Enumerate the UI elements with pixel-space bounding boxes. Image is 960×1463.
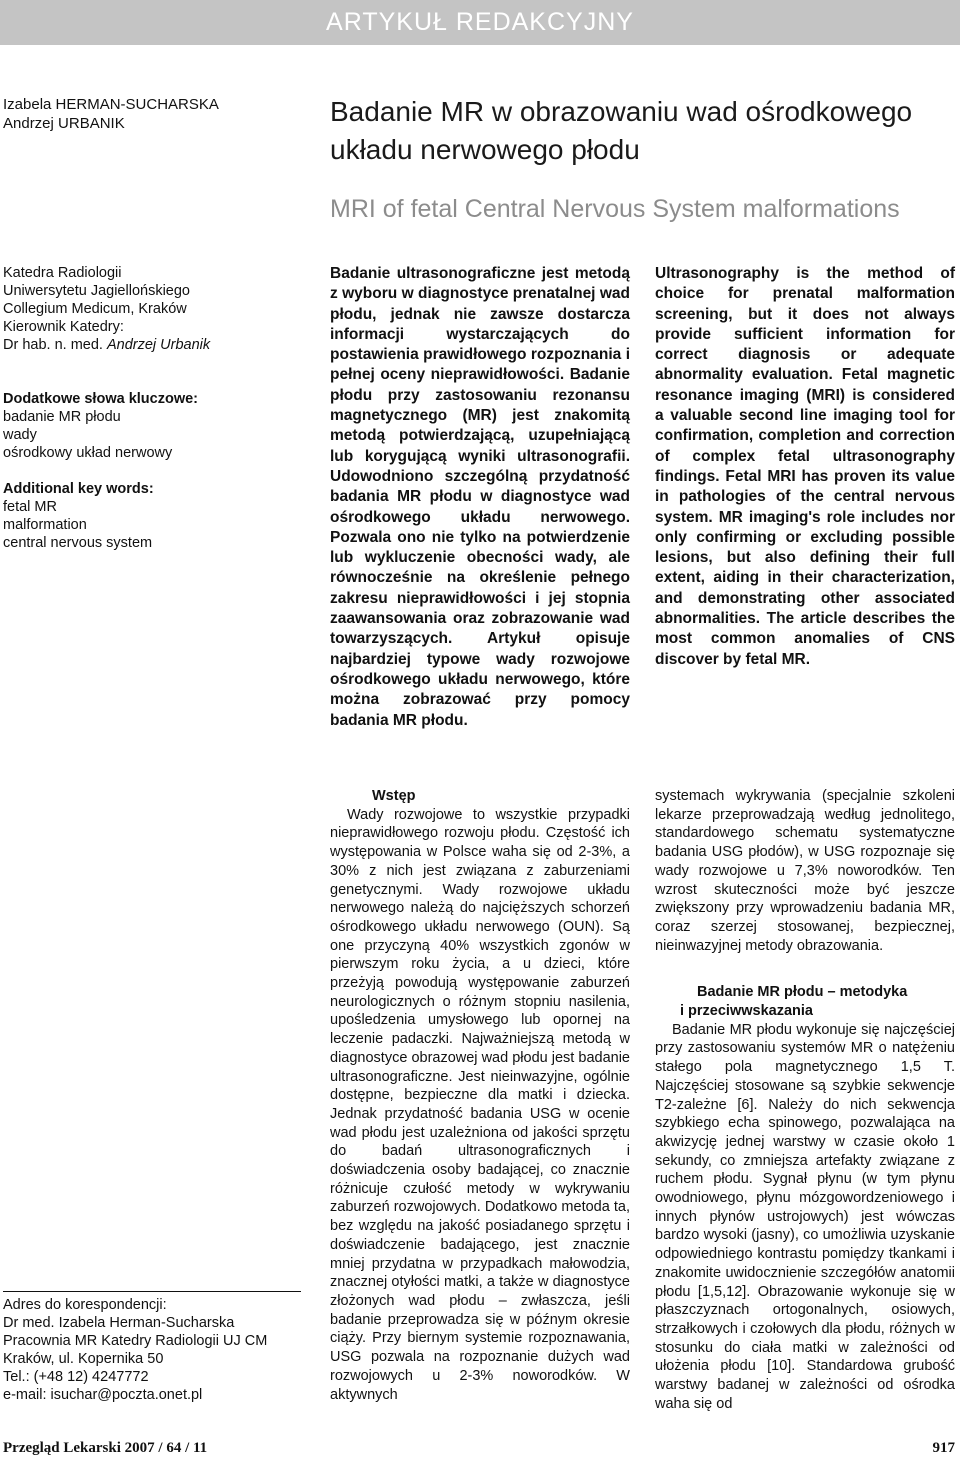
correspondence-line: Pracownia MR Katedry Radiologii UJ CM xyxy=(3,1333,268,1349)
article-title-line: układu nerwowego płodu xyxy=(330,134,640,165)
correspondence-email: e-mail: isuchar@poczta.onet.pl xyxy=(3,1387,203,1403)
affiliation-line: Uniwersytetu Jagiellońskiego xyxy=(3,283,190,299)
abstract-polish: Badanie ultrasonograficzne jest metodą z wyboru w diagnostyce prenatalnej wad płodu, jednak nie zawsze dostarcza informacji wystarczających do postawienia prawidłowego rozpoznania i pełnej oceny nieprawidłowości. Badanie płodu przy zastosowaniu rezonansu magnetycznego (MR) jest znakomitą metodą potwierdzającą, uzupełniającą lub korygującą wyniki ultrasonografii. Udowodniono szczególną przydatność badania MR płodu w diagnostyce wad ośrodkowego układu nerwowego. Pozwala ono nie tylko na potwierdzenie lub wykluczenie obecności wady, ale równocześnie na określenie pełnego zakresu nieprawidłowości i jej stopnia zaawansowania oraz zobrazowanie wad towarzyszących. Artykuł opisuje najbardziej typowe wady rozwojowe ośrodkowego układu nerwowego, które można zobrazować przy pomocy badania MR płodu. xyxy=(330,265,630,729)
affiliation-degree: Dr hab. n. med. xyxy=(3,337,107,353)
section-heading: Badanie MR płodu – metodyka i przeciwwskazania xyxy=(680,984,908,1020)
abstract-english: Ultrasonography is the method of choice for prenatal malformation screening, but it does not always provide sufficient information for correct diagnosis or adequate abnormality evaluation. Fetal magnetic resonance imaging (MRI) is considered a valuable second line imaging tool for confirmation, completion and correction of complex fetal ultrasonography findings. Fetal MRI has proven its value in pathologies of the central nervous system. MR imaging's role includes nor only confirming or excluding possible lesions, but also defining their full extent, aiding in their characterization, and demonstrating other associated abnormalities. The article describes the most common anomalies of CNS discover by fetal MR. xyxy=(655,265,955,668)
keyword: central nervous system xyxy=(3,535,153,551)
article-title xyxy=(330,93,912,169)
affiliation-line: Katedra Radiologii xyxy=(3,265,122,281)
body-paragraph: Badanie MR płodu wykonuje się najczęściej przy zastosowaniu systemów MR o natężeniu stałego pola magnetycznego 1,5 T. Najczęściej stosowane są szybkie sekwencje T2-zależne [6]. Należy do nich sekwencja szybkiego echa spinowego, pozwalająca na akwizycję jednej warstwy w czasie około 1 sekundy, co zmniejsza artefakty związane z ruchem płodu. Sygnał płynu (w tym płynu owodniowego, płynu mózgowordzeniowego i innych płynów ustrojowych) jest wówczas bardzo wysoki (jasny), co umożliwia uzyskanie odpowiedniego kontrastu pomiędzy tkankami i znakomite uwidocznienie szczegółów anatomii płodu [1,5,12]. Obrazowanie wykonuje się w płaszczyznach ortogonalnych, osiowych, strzałkowych i czołowych dla płodu, różnych w stosunku do ciała matki w zależności od ułożenia płodu [10]. Standardowa grubość warstwy badanej w zależności od ośrodka waha się od xyxy=(655,1021,955,1412)
body-column-left xyxy=(330,787,630,1404)
affiliation-line: Collegium Medicum, Kraków xyxy=(3,301,187,317)
correspondence-line: Adres do korespondencji: xyxy=(3,1297,167,1313)
section-heading: Wstęp xyxy=(372,788,416,804)
article-title-english: MRI of fetal Central Nervous System malformations xyxy=(330,195,900,223)
keyword: wady xyxy=(3,427,37,443)
article-title-line: Badanie MR w obrazowaniu wad ośrodkowego xyxy=(330,96,913,127)
correspondence-line: Dr med. Izabela Herman-Sucharska xyxy=(3,1315,235,1331)
keywords-polish xyxy=(3,390,303,462)
section-label: ARTYKUŁ REDAKCYJNY xyxy=(326,8,634,36)
correspondence-line: Tel.: (+48 12) 4247772 xyxy=(3,1369,149,1385)
author-list xyxy=(3,95,219,133)
affiliation xyxy=(3,264,303,354)
header-banner xyxy=(0,0,960,45)
affiliation-line xyxy=(3,336,303,354)
correspondence-address xyxy=(3,1291,301,1404)
keywords-heading: Dodatkowe słowa kluczowe: xyxy=(3,391,198,407)
head-of-department-name: Andrzej Urbanik xyxy=(106,337,211,353)
author-name: Andrzej URBANIK xyxy=(3,115,125,132)
keywords-english xyxy=(3,480,303,552)
keyword: ośrodkowy układ nerwowy xyxy=(3,445,173,461)
page-number: 917 xyxy=(932,1440,955,1456)
keyword: badanie MR płodu xyxy=(3,409,121,425)
keywords-heading: Additional key words: xyxy=(3,481,154,497)
journal-citation: Przegląd Lekarski 2007 / 64 / 11 xyxy=(3,1440,208,1456)
body-column-right xyxy=(655,787,955,1414)
correspondence-line: Kraków, ul. Kopernika 50 xyxy=(3,1351,164,1367)
body-paragraph: Wady rozwojowe to wszystkie przypadki nieprawidłowego rozwoju płodu. Częstość ich występowania w Polsce waha się od 2-3%, a 30% z nich jest związana z zaburzeniami genetycznymi. Wady rozwojowe układu nerwowego należą do najcięższych schorzeń ośrodkowego układu nerwowego (OUN). Są one przyczyną 40% wszystkich zgonów w pierwszym roku życia, a u dzieci, które przeżyją powodują występowanie zaburzeń neurologicznych o różnym stopniu nasilenia, upośledzenia umysłowego lub opornej na leczenie padaczki. Najważniejszą metodą w diagnostyce obrazowej wad płodu jest badanie ultrasonograficzne. Jest nieinwazyjne, ogólnie dostępne, bezpieczne dla matki i dziecka. Jednak przydatność badania USG w ocenie wad płodu jest uzależniona od jakości sprzętu do badań ultrasonograficznych i doświadczenia osoby badającej, co znacznie różnicuje czułość metody w wykrywaniu zaburzeń rozwojowych. Dodatkowo metoda ta, bez względu na jakość posiadanego sprzętu i doświadczenie badającego, jest znacznie mniej przydatna w przypadkach małowodzia, znacznej otyłości matki, a także w diagnostyce złożonych wad płodu – zwłaszcza, jeśli badanie przeprowadza się w późnym okresie ciąży. Przy biernym systemie rozpoznawania, USG pozwala na rozpoznanie dużych wad rozwojowych u 2-3% noworodków. W aktywnych xyxy=(330,806,630,1403)
keyword: fetal MR xyxy=(3,499,57,515)
body-paragraph: systemach wykrywania (specjalnie szkoleni lekarze przeprowadzają według jednolitego, standardowego schematu systematyczne badania USG płodów), w USG rozpoznaje się wady rozwojowe u 7,3% noworodków. Ten wzrost skuteczności może być jeszcze zwiększony przy wprowadzeniu badania MR, coraz szerzej stosowanej, bezpiecznej, nieinwazyjnej metody obrazowania. xyxy=(655,788,955,954)
affiliation-line: Kierownik Katedry: xyxy=(3,319,124,335)
author-name: Izabela HERMAN-SUCHARSKA xyxy=(3,96,219,113)
keyword: malformation xyxy=(3,517,87,533)
